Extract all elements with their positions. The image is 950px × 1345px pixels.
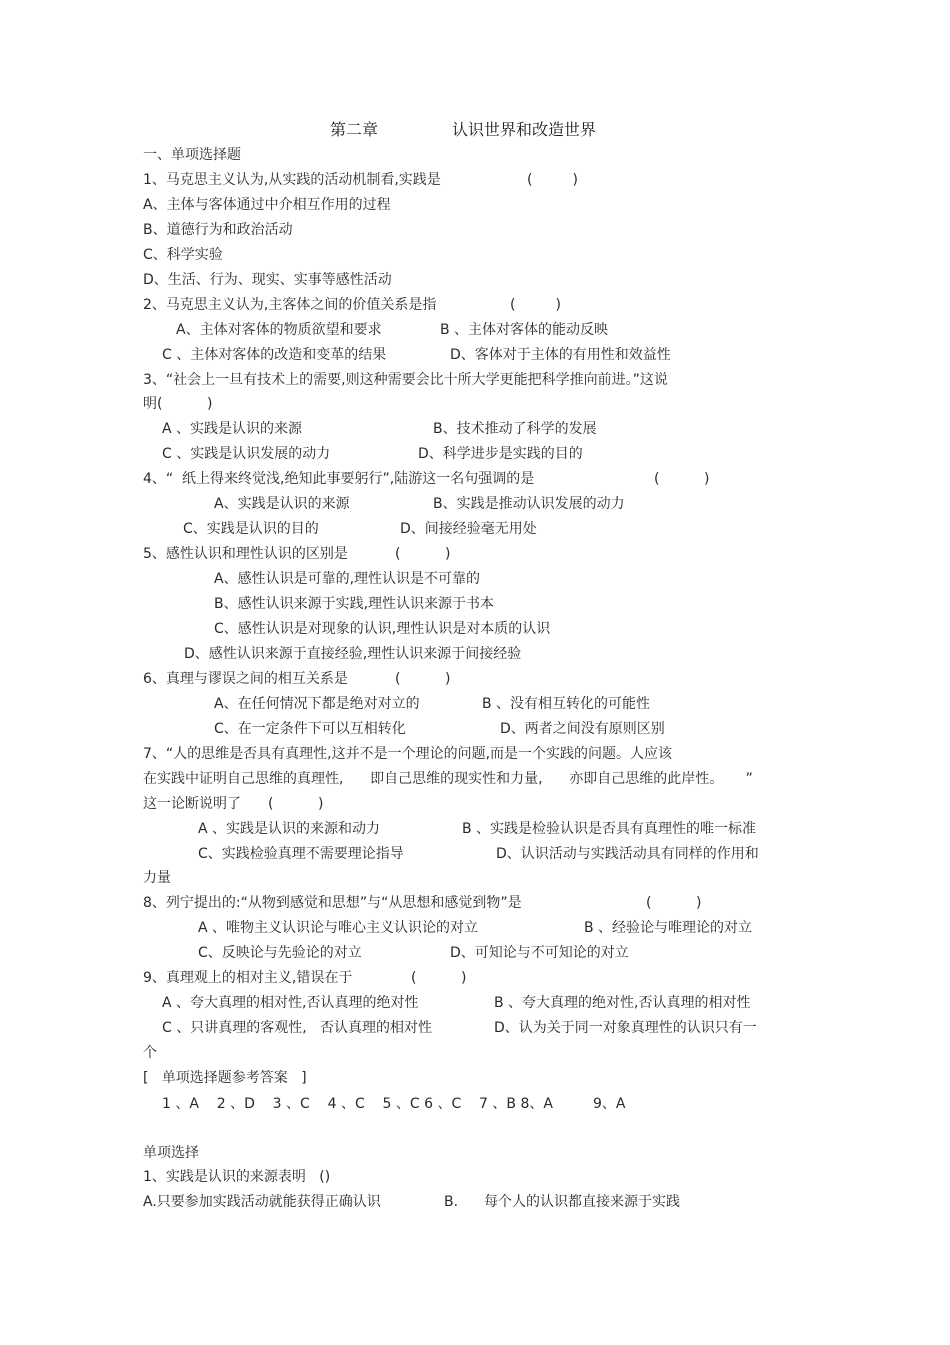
answer-blank: ( ) [268,796,324,812]
question-stem-continued: 这一论断说明了 [143,796,241,812]
option: D、认为关于同一对象真理性的认识只有一 [494,1020,757,1036]
option: B 、经验论与唯理论的对立 [584,920,753,936]
option: 每个人的认识都直接来源于实践 [484,1194,680,1210]
option-continued: 力量 [143,870,171,886]
option: B、实践是推动认识发展的动力 [433,496,625,512]
question-stem-continued: 明( ) [143,396,213,412]
option: D、两者之间没有原则区别 [500,721,665,737]
option: C 、实践是认识发展的动力 [162,446,331,462]
answer-blank: ( ) [395,671,451,687]
option: C、实践是认识的目的 [183,521,319,537]
question-stem: 1、马克思主义认为,从实践的活动机制看,实践是 [143,172,441,188]
option: A 、实践是认识的来源和动力 [198,821,381,837]
section-heading-2: 单项选择 [143,1145,199,1161]
option: C 、只讲真理的客观性, 否认真理的相对性 [162,1020,433,1036]
option-letter: B. [444,1194,459,1210]
answer-blank: ( ) [646,895,702,911]
option: A、在任何情况下都是绝对对立的 [214,696,420,712]
question-stem: 8、列宁提出的:“从物到感觉和思想”与“从思想和感觉到物”是 [143,895,522,911]
option: C、科学实验 [143,247,223,263]
option: D、可知论与不可知论的对立 [450,945,629,961]
question-stem: 4、“ 纸上得来终觉浅,绝知此事要躬行”,陆游这一名句强调的是 [143,471,535,487]
question-stem: 5、感性认识和理性认识的区别是 [143,546,348,562]
option: A 、实践是认识的来源 [162,421,303,437]
option: D、感性认识来源于直接经验,理性认识来源于间接经验 [184,646,522,662]
option: C、感性认识是对现象的认识,理性认识是对本质的认识 [214,621,551,637]
answer-blank: ( ) [527,172,578,188]
question-stem: 7、“人的思维是否具有真理性,这并不是一个理论的问题,而是一个实践的问题。人应该 [143,746,673,762]
option: D、客体对于主体的有用性和效益性 [450,347,671,363]
option: C、实践检验真理不需要理论指导 [198,846,404,862]
question-stem: 9、真理观上的相对主义,错误在于 [143,970,353,986]
question-stem-continued: 在实践中证明自己思维的真理性, 即自己思维的现实性和力量, 亦即自己思维的此岸性。 ” [143,771,753,787]
answer-blank: ( ) [395,546,451,562]
option: B、感性认识来源于实践,理性认识来源于书本 [214,596,495,612]
option: B、技术推动了科学的发展 [433,421,597,437]
section-heading: 一、单项选择题 [143,147,241,163]
answer-blank: ( ) [510,297,561,313]
option: A、实践是认识的来源 [214,496,350,512]
option: C、反映论与先验论的对立 [198,945,362,961]
answer-blank: ( ) [411,970,467,986]
option-continued: 个 [143,1045,157,1061]
chapter-number: 第二章 [330,120,379,139]
option: B 、夸大真理的绝对性,否认真理的相对性 [494,995,751,1011]
option: D、生活、行为、现实、实事等感性活动 [143,272,392,288]
option: B 、主体对客体的能动反映 [440,322,609,338]
option: A、主体与客体通过中介相互作用的过程 [143,197,391,213]
option: A.只要参加实践活动就能获得正确认识 [143,1194,381,1210]
option: B 、没有相互转化的可能性 [482,696,651,712]
option: A 、夸大真理的相对性,否认真理的绝对性 [162,995,419,1011]
option: C 、主体对客体的改造和变革的结果 [162,347,387,363]
question-stem: 1、实践是认识的来源表明 () [143,1169,331,1185]
option: D、间接经验毫无用处 [400,521,537,537]
question-stem: 3、“社会上一旦有技术上的需要,则这种需要会比十所大学更能把科学推向前进。”这说 [143,372,668,388]
question-stem: 6、真理与谬误之间的相互关系是 [143,671,348,687]
answer-key-heading: [ 单项选择题参考答案 ] [143,1070,307,1086]
answer-key-line: 1 、A 2 、D 3 、C 4 、C 5 、C 6 、C 7 、B 8、A 9、A [162,1096,626,1112]
answer-blank: ( ) [654,471,710,487]
option: B 、实践是检验认识是否具有真理性的唯一标准 [462,821,757,837]
question-stem: 2、马克思主义认为,主客体之间的价值关系是指 [143,297,437,313]
option: C、在一定条件下可以互相转化 [214,721,406,737]
option: A、主体对客体的物质欲望和要求 [176,322,382,338]
chapter-title: 认识世界和改造世界 [452,120,597,139]
option: D、科学进步是实践的目的 [418,446,583,462]
option: D、认识活动与实践活动具有同样的作用和 [496,846,759,862]
option: B、道德行为和政治活动 [143,222,293,238]
option: A 、唯物主义认识论与唯心主义认识论的对立 [198,920,479,936]
option: A、感性认识是可靠的,理性认识是不可靠的 [214,571,481,587]
